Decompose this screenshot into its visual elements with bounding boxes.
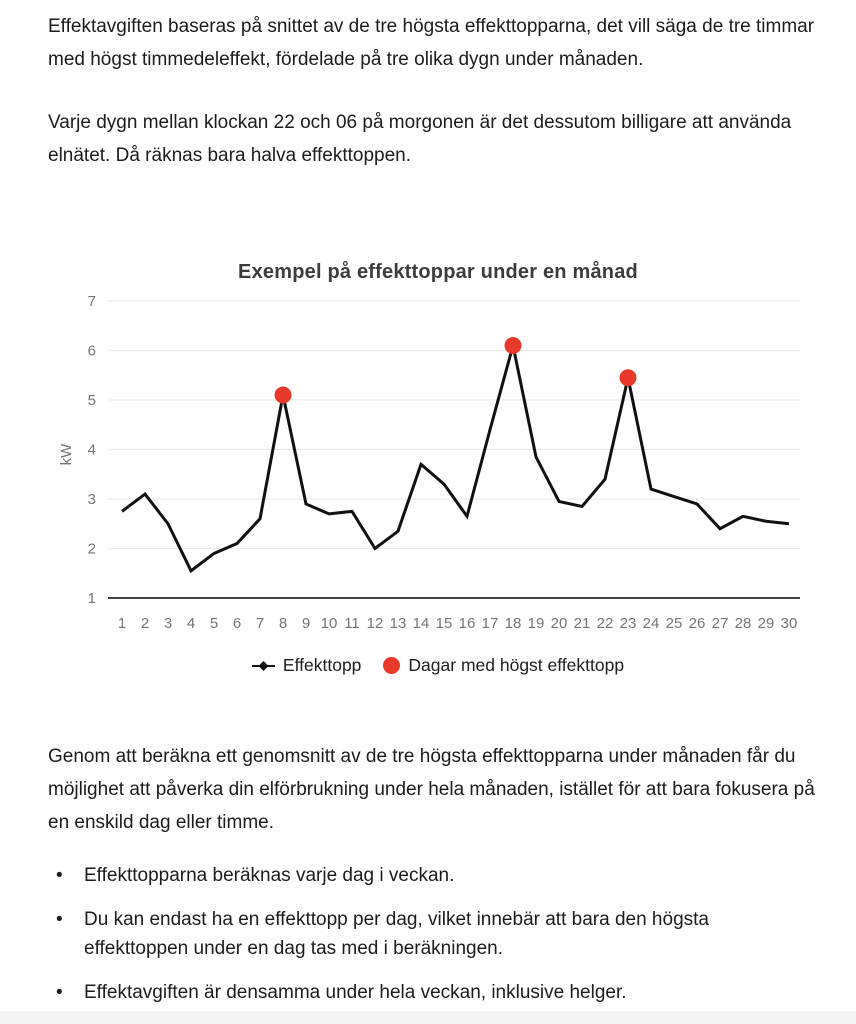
legend-item-effekttopp	[252, 655, 362, 676]
highlight-dot	[505, 337, 522, 354]
x-tick-label: 13	[389, 615, 407, 632]
x-tick-label: 24	[642, 615, 660, 632]
legend-label-hogst-effekttopp: Dagar med högst effekttopp	[408, 655, 625, 675]
y-tick-label: 4	[87, 441, 96, 459]
x-tick-label: 14	[412, 615, 430, 632]
intro-paragraph-1: Effektavgiften baseras på snittet av de tre högsta effekttopparna, det vill säga de tre timmar med högst timmedeleffekt, fördelade på tre olika dygn under månaden.	[48, 16, 815, 70]
x-tick-label: 7	[255, 615, 265, 632]
x-tick-label: 28	[734, 615, 752, 632]
x-tick-label: 8	[278, 615, 288, 632]
chart-title: Exempel på effekttoppar under en månad	[238, 261, 638, 283]
power-peak-chart	[48, 260, 828, 676]
x-tick-label: 27	[711, 615, 729, 632]
x-tick-label: 20	[550, 615, 568, 632]
x-tick-label: 26	[688, 615, 706, 632]
list-item-text: Effekttopparna beräknas varje dag i veckan.	[84, 865, 455, 886]
x-tick-label: 30	[780, 615, 798, 632]
x-tick-label: 18	[504, 615, 522, 632]
bullet-icon: •	[56, 865, 63, 886]
info-list	[48, 861, 818, 1007]
highlight-dot	[275, 387, 292, 404]
next-section-edge	[0, 1011, 856, 1024]
list-item	[48, 978, 818, 1007]
x-tick-label: 9	[301, 615, 311, 632]
x-tick-label: 6	[232, 615, 242, 632]
legend-item-hogst-effekttopp	[383, 655, 624, 676]
y-tick-label: 1	[87, 590, 96, 607]
list-item-text: Effektavgiften är densamma under hela veckan, inklusive helger.	[84, 982, 627, 1003]
chart-legend	[48, 655, 828, 676]
x-tick-label: 15	[435, 615, 453, 632]
x-tick-label: 19	[527, 615, 545, 632]
x-tick-label: 4	[186, 615, 196, 632]
x-tick-label: 12	[366, 615, 384, 632]
red-circle-marker-icon	[383, 657, 400, 674]
body-paragraph: Genom att beräkna ett genomsnitt av de tre högsta effekttopparna under månaden får du möjlighet att påverka din elförbrukning under hela månaden, istället för att bara fokusera på en enskild dag eller timme.	[48, 746, 815, 833]
intro-paragraph-2: Varje dygn mellan klockan 22 och 06 på morgonen är det dessutom billigare att använda elnätet. Då räknas bara halva effekttoppen.	[48, 112, 792, 166]
x-tick-label: 10	[320, 615, 338, 632]
line-diamond-marker-icon	[252, 660, 275, 672]
x-tick-label: 3	[163, 615, 173, 632]
chart-plot-area	[0, 288, 856, 640]
y-tick-label: 5	[87, 392, 96, 409]
list-item	[48, 905, 818, 963]
x-tick-label: 2	[140, 615, 150, 632]
y-axis-title: kW	[58, 443, 75, 466]
y-tick-label: 3	[87, 491, 96, 508]
bullet-icon: •	[56, 982, 63, 1003]
y-tick-label: 7	[87, 293, 96, 310]
x-tick-label: 16	[458, 615, 476, 632]
x-tick-label: 29	[757, 615, 775, 632]
highlight-dot	[620, 369, 637, 386]
y-tick-label: 2	[87, 540, 96, 558]
list-item	[48, 861, 818, 890]
y-tick-label: 6	[87, 342, 96, 360]
legend-label-effekttopp: Effekttopp	[282, 655, 362, 675]
list-item-text: Du kan endast ha en effekttopp per dag, vilket innebär att bara den högsta effekttoppen under en dag tas med i beräkningen.	[84, 909, 709, 959]
x-tick-label: 25	[665, 615, 683, 632]
x-tick-label: 23	[619, 615, 637, 632]
bullet-icon: •	[56, 909, 63, 930]
x-tick-label: 1	[117, 615, 127, 632]
x-tick-label: 17	[481, 615, 499, 632]
x-tick-label: 21	[573, 615, 591, 632]
x-tick-label: 11	[344, 615, 360, 632]
x-tick-label: 22	[596, 615, 614, 632]
power-peak-line	[122, 346, 789, 571]
x-tick-label: 5	[209, 615, 219, 632]
